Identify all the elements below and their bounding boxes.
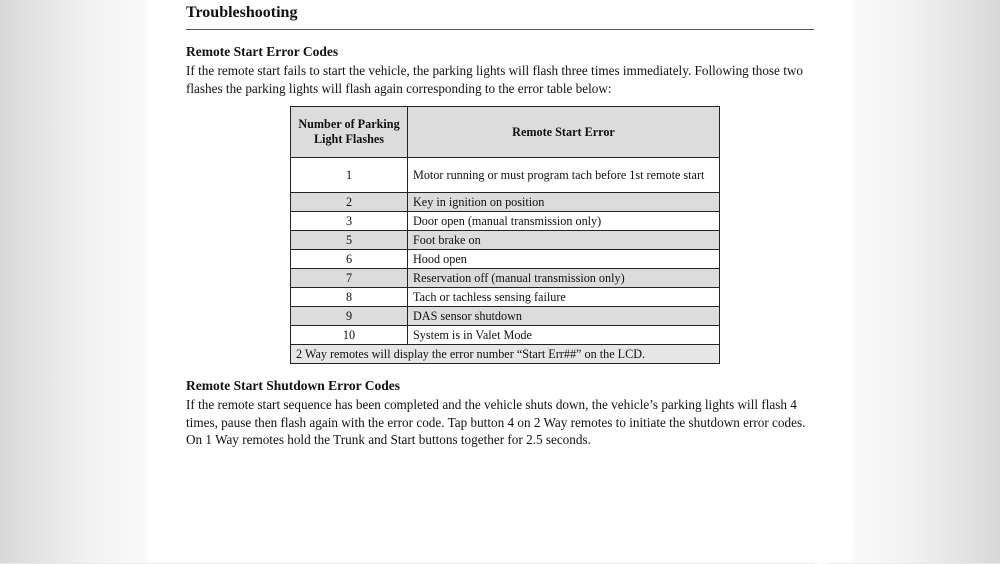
error-description: Door open (manual transmission only): [408, 212, 720, 231]
error-table: [290, 106, 720, 364]
flash-count: 3: [291, 212, 408, 231]
background-right: [852, 0, 1000, 563]
error-description: DAS sensor shutdown: [408, 307, 720, 326]
error-description: System is in Valet Mode: [408, 326, 720, 345]
flash-count: 9: [291, 307, 408, 326]
error-description: Hood open: [408, 250, 720, 269]
flash-count: 5: [291, 231, 408, 250]
flash-count: 2: [291, 193, 408, 212]
table-row: [291, 307, 720, 326]
header-flashes: Number of Parking Light Flashes: [291, 107, 408, 158]
flash-count: 7: [291, 269, 408, 288]
table-row: [291, 231, 720, 250]
error-codes-intro: If the remote start fails to start the vehicle, the parking lights will flash three times immediately. Following those two flashes the parking lights will flash again corresponding to the error table below:: [186, 63, 803, 96]
document-page: [148, 0, 852, 563]
table-footnote: 2 Way remotes will display the error number “Start Err##” on the LCD.: [291, 345, 720, 364]
table-row: [291, 250, 720, 269]
shutdown-codes-heading: Remote Start Shutdown Error Codes: [186, 378, 400, 393]
error-codes-heading: Remote Start Error Codes: [186, 44, 339, 59]
table-row: [291, 269, 720, 288]
section-title: Troubleshooting: [186, 4, 298, 21]
error-description: Reservation off (manual transmission only): [408, 269, 720, 288]
table-row: [291, 193, 720, 212]
table-row: [291, 212, 720, 231]
flash-count: 10: [291, 326, 408, 345]
error-description: Foot brake on: [408, 231, 720, 250]
error-description: Tach or tachless sensing failure: [408, 288, 720, 307]
table-header-row: [291, 107, 720, 158]
table-row: [291, 288, 720, 307]
header-error: Remote Start Error: [408, 107, 720, 158]
shutdown-codes-body: If the remote start sequence has been completed and the vehicle shuts down, the vehicle’s parking lights will flash 4 times, pause then flash again with the error code. Tap button 4 on 2 Way remotes to initiate the shutdown error codes. On 1 Way remotes hold the Trunk and Start buttons together for 2.5 seconds.: [186, 397, 806, 447]
table-row: [291, 326, 720, 345]
table-row: [291, 158, 720, 193]
title-divider: [186, 29, 814, 30]
flash-count: 6: [291, 250, 408, 269]
error-description: Key in ignition on position: [408, 193, 720, 212]
table-footer-row: [291, 345, 720, 364]
flash-count: 1: [291, 158, 408, 193]
background-left: [0, 0, 148, 563]
watermark-seal: [790, 500, 854, 564]
error-description: Motor running or must program tach before 1st remote start: [408, 158, 720, 193]
flash-count: 8: [291, 288, 408, 307]
